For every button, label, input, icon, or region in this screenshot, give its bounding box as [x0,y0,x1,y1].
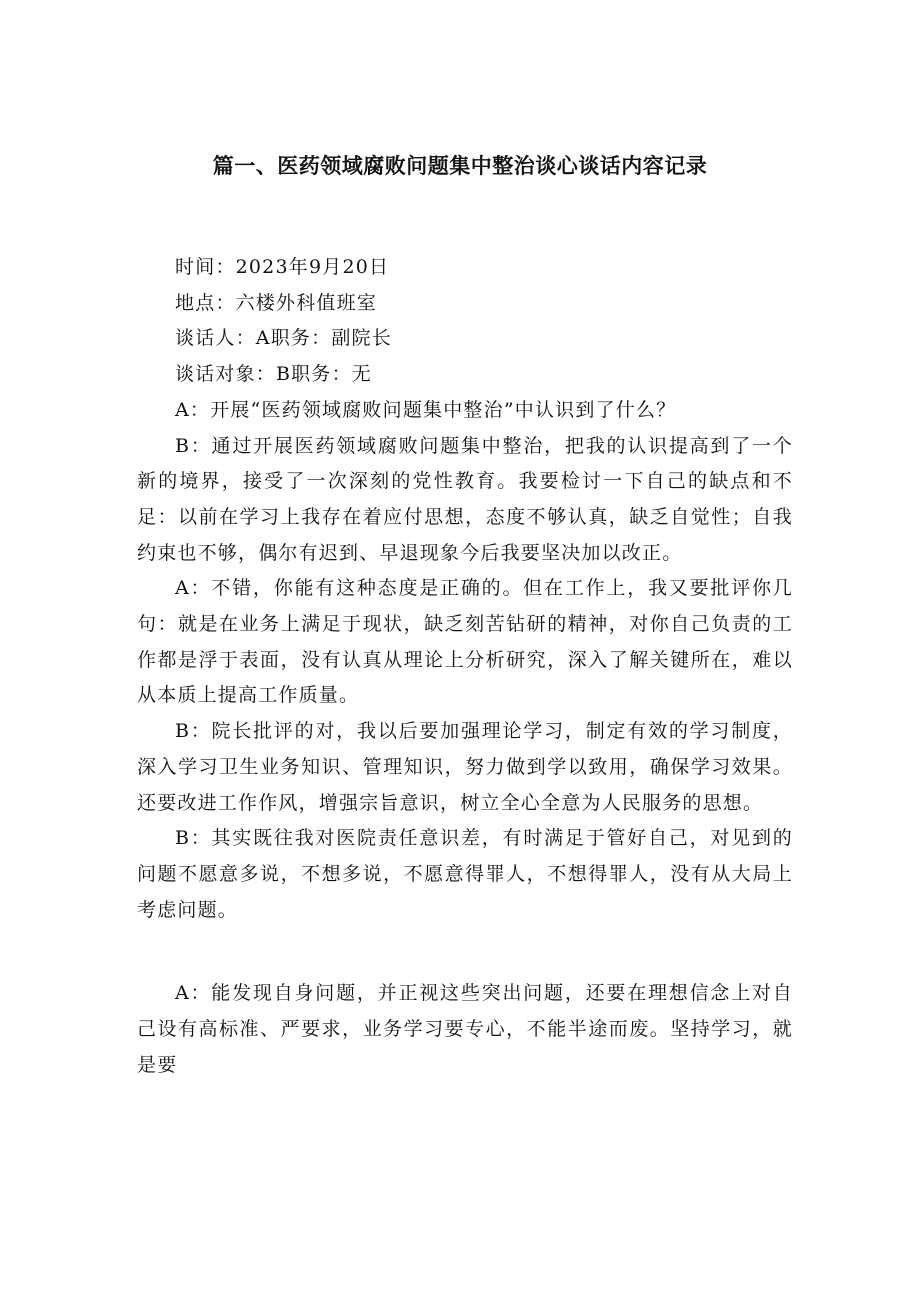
document-body [137,250,793,1083]
paragraph: A：不错，你能有这种态度是正确的。但在工作上，我又要批评你几句：就是在业务上满足于现状，缺乏刻苦钻研的精神，对你自己负责的工作都是浮于表面，没有认真从理论上分析研究，深入了解关键所在，难以从本质上提高工作质量。 [137,577,793,707]
meta-time: 时间：2023年9月20日 [175,256,390,278]
meta-target: 谈话对象：B职务：无 [175,363,372,386]
meta-speaker: 谈话人：A职务：副院长 [175,327,392,350]
paragraph: B：通过开展医药领域腐败问题集中整治，把我的认识提高到了一个新的境界，接受了一次深刻的党性教育。我要检讨一下自己的缺点和不足：以前在学习上我存在着应付思想，态度不够认真，缺乏自觉性；自我约束也不够，偶尔有迟到、早退现象今后我要坚决加以改正。 [137,434,793,564]
paragraph: B：其实既往我对医院责任意识差，有时满足于管好自己，对见到的问题不愿意多说，不想多说，不愿意得罪人，不想得罪人，没有从大局上考虑问题。 [137,827,793,921]
meta-place: 地点：六楼外科值班室 [175,291,378,314]
paragraph: B：院长批评的对，我以后要加强理论学习，制定有效的学习制度，深入学习卫生业务知识、管理知识，努力做到学以致用，确保学习效果。还要改进工作作风，增强宗旨意识，树立全心全意为人民服务的思想。 [137,720,793,814]
paragraph: A：开展“医药领域腐败问题集中整治”中认识到了什么？ [175,398,677,421]
document-title: 篇一、医药领域腐败问题集中整治谈心谈话内容记录 [212,154,708,178]
paragraph: A：能发现自身问题，并正视这些突出问题，还要在理想信念上对自己设有高标准、严要求，业务学习要专心，不能半途而废。坚持学习，就是要 [137,982,793,1076]
